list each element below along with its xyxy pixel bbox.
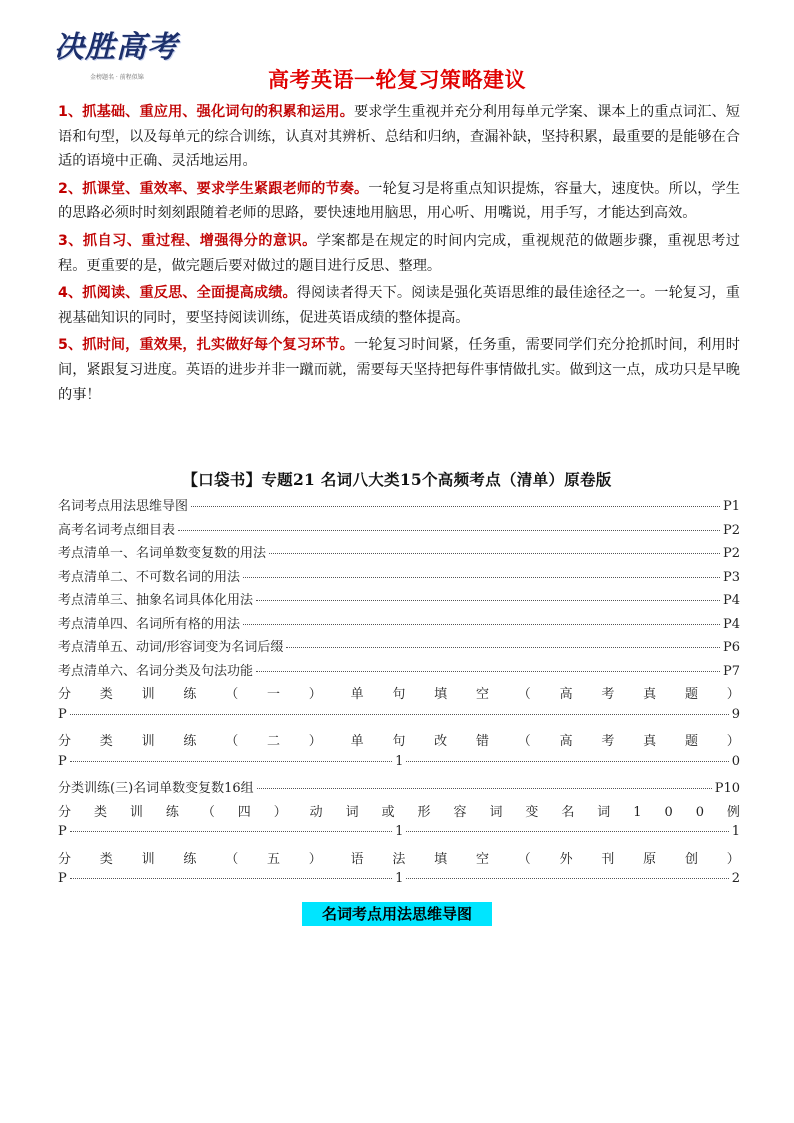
- toc-char: 外: [559, 851, 573, 867]
- advice-body: 要求学生重视并充分利用每单元学案、课本上的重点词汇、短语和句型，以及每单元的综合训练，认真对其辨析、总结和归纳，查漏补缺，坚持积累，最重要的是能够在合适的语境中正确、灵活地运用。: [58, 104, 740, 170]
- toc-entry-page: P4: [722, 616, 740, 632]
- toc-leader: [257, 788, 712, 789]
- toc-entry[interactable]: [58, 519, 740, 543]
- toc-page-part: 1: [731, 824, 740, 839]
- toc-char: 分: [58, 804, 72, 820]
- toc-entry-title: 高考名词考点细目表: [58, 522, 176, 538]
- toc-char: 变: [525, 804, 539, 820]
- toc-char: 训: [141, 851, 155, 867]
- toc-char: 名: [561, 804, 575, 820]
- toc-entry-wide-page[interactable]: [58, 871, 740, 895]
- toc-char: 练: [165, 804, 179, 820]
- toc-char: 单: [350, 734, 364, 749]
- toc-entry-page: P1: [722, 499, 740, 514]
- advice-lead: 5、抓时间，重效果，扎实做好每个复习环节。: [58, 337, 354, 354]
- toc-char: 训: [129, 804, 143, 820]
- toc-entry-wide-title[interactable]: [58, 730, 740, 754]
- toc-leader: [286, 647, 720, 648]
- page-title: 高考英语一轮复习策略建议: [268, 68, 526, 92]
- toc-char: 类: [99, 851, 113, 867]
- toc-char: （: [517, 851, 531, 867]
- toc-entry-page: P2: [722, 522, 740, 538]
- intro-advice: [58, 100, 740, 410]
- toc-char: 考: [601, 687, 615, 702]
- toc-char: 句: [392, 687, 406, 702]
- toc-char: 四: [237, 804, 251, 820]
- toc-entry-wide-page[interactable]: [58, 707, 740, 731]
- toc-char: 词: [597, 804, 611, 820]
- toc-char: ）: [726, 851, 740, 867]
- toc-char: 题: [684, 734, 698, 749]
- toc-leader: [256, 600, 720, 601]
- toc-entry-title: 考点清单一、名词单数变复数的用法: [58, 546, 267, 561]
- toc-entry[interactable]: [58, 660, 740, 684]
- toc-entry-wide-page[interactable]: [58, 754, 740, 778]
- toc-char: 原: [643, 851, 657, 867]
- toc-char: （: [225, 734, 239, 749]
- booklet-subtitle: 【口袋书】专题21 名词八大类15个高频考点（清单）原卷版: [182, 470, 612, 489]
- advice-paragraph: [58, 333, 740, 407]
- toc-leader: [406, 761, 728, 762]
- toc-char: 创: [684, 851, 698, 867]
- toc-char: 考: [601, 734, 615, 749]
- toc-entry[interactable]: [58, 777, 740, 801]
- toc-char: 语: [350, 851, 364, 867]
- toc-leader: [70, 878, 392, 879]
- toc-char: （: [225, 851, 239, 867]
- toc-page-part: P: [58, 824, 67, 839]
- logo-text: 决胜高考: [54, 30, 178, 65]
- toc-char: ）: [308, 734, 322, 749]
- toc-char: 容: [453, 804, 467, 820]
- advice-lead: 4、抓阅读、重反思、全面提高成绩。: [58, 285, 297, 302]
- toc-char: 单: [350, 687, 364, 702]
- toc-char: ）: [273, 804, 287, 820]
- advice-body: 得阅读者得天下。阅读是强化英语思维的最佳途径之一。一轮复习，重视基础知识的同时，要坚持阅读训练，促进英语成绩的整体提高。: [58, 285, 740, 326]
- toc-leader: [256, 671, 720, 672]
- toc-char: 分: [58, 851, 72, 867]
- toc-entry-wide-title[interactable]: [58, 848, 740, 872]
- toc-leader: [243, 577, 720, 578]
- toc-entry[interactable]: [58, 495, 740, 519]
- toc-char: （: [517, 687, 531, 702]
- toc-char: 类: [93, 804, 107, 820]
- toc-char: 二: [266, 734, 280, 749]
- toc-entry-wide-page[interactable]: [58, 824, 740, 848]
- advice-paragraph: [58, 229, 740, 278]
- toc-entry-page: P6: [722, 640, 740, 655]
- toc-entry-page: P10: [714, 781, 740, 796]
- toc-char: 训: [141, 734, 155, 749]
- toc-page-part: P: [58, 871, 67, 886]
- toc-entry-title: 考点清单二、不可数名词的用法: [58, 569, 241, 585]
- advice-lead: 1、抓基础、重应用、强化词句的积累和运用。: [58, 104, 354, 120]
- toc-char: 分: [58, 687, 72, 702]
- toc-char: 刊: [601, 851, 615, 867]
- toc-entry-title: 考点清单五、动词/形容词变为名词后缀: [58, 640, 284, 655]
- toc-char: 类: [99, 734, 113, 749]
- toc-char: 词: [345, 804, 359, 820]
- toc-char: 例: [726, 804, 740, 820]
- toc-leader: [70, 714, 729, 715]
- toc-page-part: 0: [731, 753, 740, 769]
- toc-char: ）: [726, 687, 740, 702]
- toc-entry-title: 分类训练(三)名词单数变复数16组: [58, 781, 254, 796]
- toc-entry-wide-title[interactable]: [58, 683, 740, 707]
- toc-leader: [406, 831, 728, 832]
- toc-char: （: [225, 687, 239, 702]
- toc-char: 训: [141, 687, 155, 702]
- advice-body: 学案都是在规定的时间内完成，重视规范的做题步骤，重视思考过程。更重要的是，做完题后要对做过的题目进行反思、整理。: [58, 232, 740, 274]
- toc-entry-page: P2: [722, 546, 740, 561]
- toc-char: 高: [559, 734, 573, 749]
- toc-leader: [191, 506, 720, 507]
- toc-leader: [178, 530, 720, 531]
- advice-body: 一轮复习时间紧，任务重，需要同学们充分抢抓时间，利用时间，紧跟复习进度。英语的进步并非一蹴而就，需要每天坚持把每件事情做扎实。做到这一点，成功只是早晚的事！: [58, 337, 740, 403]
- toc-leader: [70, 831, 392, 832]
- toc-leader: [243, 624, 720, 625]
- toc-entry-title: 名词考点用法思维导图: [58, 499, 189, 514]
- toc-char: 或: [381, 804, 395, 820]
- toc-entry[interactable]: [58, 566, 740, 590]
- toc-page-part: 1: [395, 824, 404, 839]
- toc-char: 类: [99, 687, 113, 702]
- toc-entry[interactable]: [58, 613, 740, 637]
- toc-page-part: 1: [395, 753, 404, 769]
- toc-char: 改: [434, 734, 448, 749]
- toc-leader: [70, 761, 392, 762]
- toc-char: 真: [643, 734, 657, 749]
- toc-page-part: 2: [731, 871, 740, 886]
- toc-char: （: [517, 734, 531, 749]
- toc-char: 动: [309, 804, 323, 820]
- advice-body: 一轮复习是将重点知识提炼，容量大，速度快。所以，学生的思路必须时时刻刻跟随着老师的思路，要快速地用脑思，用心听、用嘴说，用手写，才能达到高效。: [58, 180, 740, 222]
- toc-char: 高: [559, 687, 573, 702]
- toc-char: 0: [664, 804, 673, 820]
- section-heading: 名词考点用法思维导图: [302, 902, 492, 926]
- toc-char: 填: [434, 687, 448, 702]
- toc-entry[interactable]: [58, 542, 740, 566]
- advice-paragraph: [58, 177, 740, 226]
- toc-char: 法: [392, 851, 406, 867]
- toc-char: 0: [695, 804, 704, 820]
- toc-entry[interactable]: [58, 589, 740, 613]
- toc-char: 真: [643, 687, 657, 702]
- toc-entry[interactable]: [58, 636, 740, 660]
- toc-char: 练: [183, 734, 197, 749]
- toc-char: 形: [417, 804, 431, 820]
- toc-char: ）: [726, 734, 740, 749]
- toc-char: 练: [183, 851, 197, 867]
- toc-leader: [406, 878, 728, 879]
- advice-lead: 2、抓课堂、重效率、要求学生紧跟老师的节奏。: [58, 180, 369, 197]
- toc-char: 空: [475, 687, 489, 702]
- toc-char: 错: [475, 734, 489, 749]
- logo-subtext: 金榜题名 · 前程似锦: [90, 74, 144, 81]
- toc-page-part: P: [58, 706, 67, 722]
- toc-char: 一: [266, 687, 280, 702]
- toc-entry-title: 考点清单四、名词所有格的用法: [58, 616, 241, 632]
- toc-entry-page: P3: [722, 569, 740, 585]
- advice-paragraph: [58, 100, 740, 174]
- toc-char: 题: [684, 687, 698, 702]
- toc-char: 分: [58, 734, 72, 749]
- toc-entry-page: P7: [722, 663, 740, 679]
- toc-char: 词: [489, 804, 503, 820]
- toc-char: 练: [183, 687, 197, 702]
- toc-page-part: P: [58, 753, 67, 769]
- table-of-contents: [58, 495, 740, 895]
- toc-entry-wide-title[interactable]: [58, 801, 740, 825]
- toc-char: 1: [633, 804, 642, 820]
- advice-paragraph: [58, 281, 740, 330]
- toc-char: 五: [266, 851, 280, 867]
- toc-entry-title: 考点清单三、抽象名词具体化用法: [58, 593, 254, 608]
- toc-char: 填: [434, 851, 448, 867]
- toc-page-part: 1: [395, 871, 404, 886]
- toc-char: 句: [392, 734, 406, 749]
- toc-char: （: [201, 804, 215, 820]
- toc-char: 空: [475, 851, 489, 867]
- toc-entry-page: P4: [722, 593, 740, 608]
- toc-char: ）: [308, 851, 322, 867]
- toc-page-part: 9: [731, 706, 740, 722]
- toc-leader: [269, 553, 720, 554]
- toc-char: ）: [308, 687, 322, 702]
- advice-lead: 3、抓自习、重过程、增强得分的意识。: [58, 232, 317, 249]
- toc-entry-title: 考点清单六、名词分类及句法功能: [58, 663, 254, 679]
